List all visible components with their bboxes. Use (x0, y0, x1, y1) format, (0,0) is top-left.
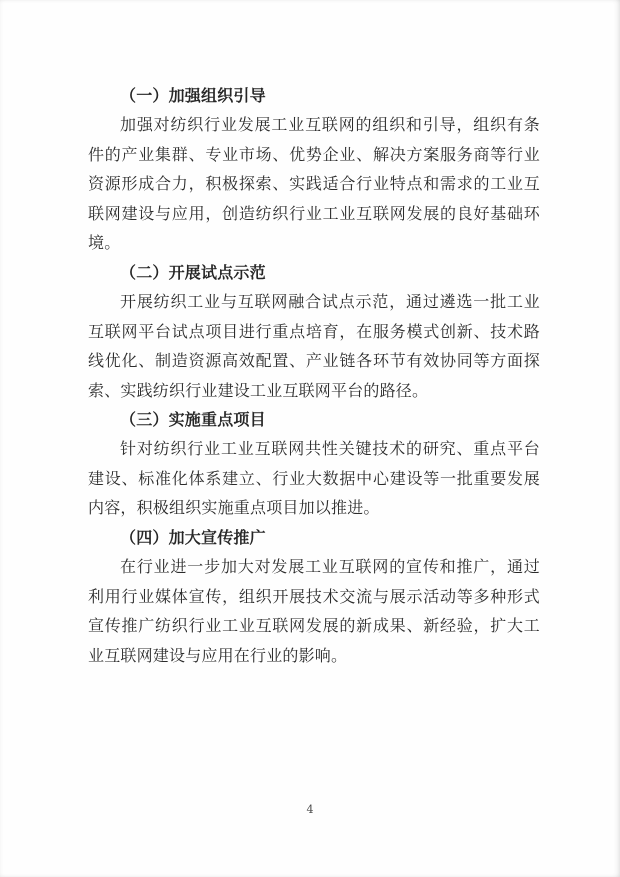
section-4-heading: （四）加大宣传推广 (120, 527, 266, 547)
document-body (88, 81, 540, 670)
section-1-heading: （一）加强组织引导 (120, 86, 266, 105)
section-2-paragraph: 开展纺织工业与互联网融合试点示范，通过遴选一批工业互联网平台试点项目进行重点培育，在服务模式创新、技术路线优化、制造资源高效配置、产业链各环节有效协同等方面探索、实践纺织行业建设工业互联网平台的路径。 (88, 292, 540, 400)
section-3-heading: （三）实施重点项目 (120, 409, 266, 429)
section-2-heading: （二）开展试点示范 (120, 262, 266, 282)
section-3-paragraph: 针对纺织行业工业互联网共性关键技术的研究、重点平台建设、标准化体系建立、行业大数据中心建设等一批重要发展内容，积极组织实施重点项目加以推进。 (88, 439, 540, 518)
section-1-paragraph: 加强对纺织行业发展工业互联网的组织和引导，组织有条件的产业集群、专业市场、优势企业、解决方案服务商等行业资源形成合力，积极探索、实践适合行业特点和需求的工业互联网建设与应用，创造纺织行业工业互联网发展的良好基础环境。 (88, 115, 540, 253)
page-number: 4 (306, 803, 314, 816)
section-4-paragraph: 在行业进一步加大对发展工业互联网的宣传和推广，通过利用行业媒体宣传，组织开展技术交流与展示活动等多种形式宣传推广纺织行业工业互联网发展的新成果、新经验，扩大工业互联网建设与应用在行业的影响。 (88, 557, 540, 665)
